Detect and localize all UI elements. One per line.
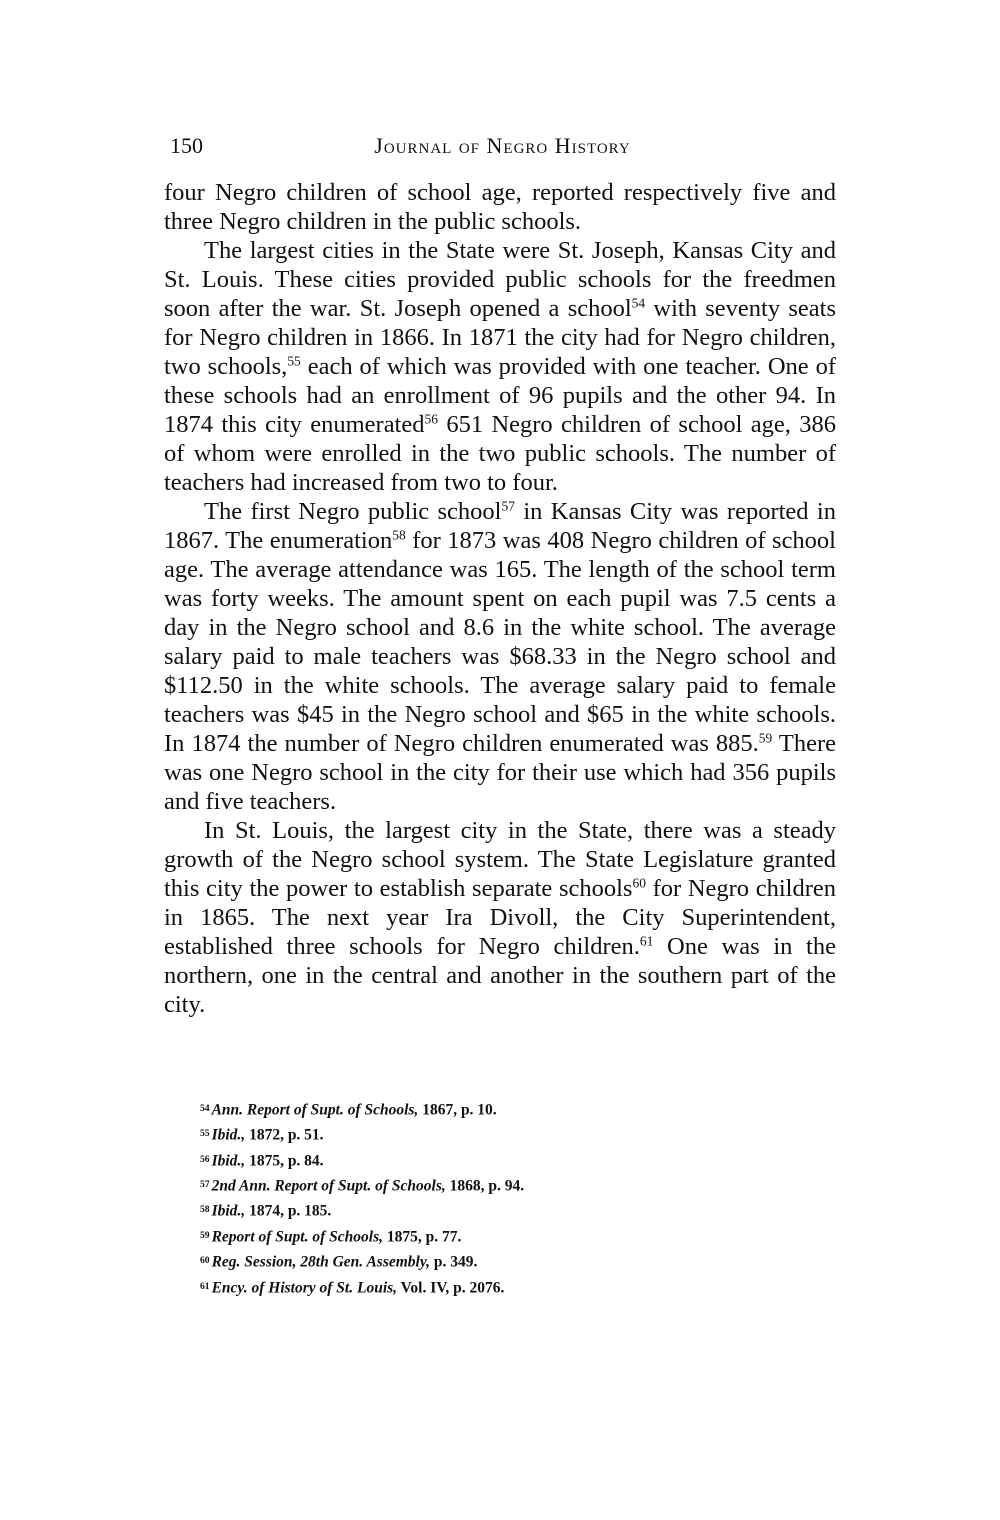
- paragraph: [164, 236, 836, 497]
- paragraph-text: for Negro children in 1865. The next year Ira Divoll, the City Superintendent, established three schools for Negro children.: [164, 875, 836, 960]
- footnote-source: Ibid.,: [211, 1126, 246, 1144]
- paragraph-text: in Kansas City was reported in 1867. The enumeration: [164, 498, 836, 554]
- footnote-source: Ibid.,: [211, 1152, 246, 1170]
- paragraph-text: In St. Louis, the largest city in the State, there was a steady growth of the Negro school system. The State Legislature granted this city the power to establish separate schools: [164, 817, 836, 902]
- paragraph-text: The first Negro public school: [204, 498, 502, 525]
- footnote-source: Ency. of History of St. Louis,: [211, 1278, 398, 1296]
- paragraph-text: four Negro children of school age, reported respectively five and three Negro children in the public schools.: [164, 179, 836, 235]
- paragraph-text: There was one Negro school in the city for their use which had 356 pupils and five teachers.: [164, 730, 836, 815]
- footnote: [200, 1275, 840, 1300]
- footnote: [200, 1198, 840, 1223]
- footnote-number: 60: [200, 1255, 210, 1267]
- footnote: [200, 1122, 840, 1147]
- footnote-source: Reg. Session, 28th Gen. Assembly,: [211, 1253, 431, 1271]
- footnote-source: Report of Supt. of Schools,: [211, 1228, 383, 1246]
- footnote-source: Ann. Report of Supt. of Schools,: [211, 1101, 419, 1119]
- footnote-number: 58: [200, 1204, 210, 1216]
- paragraph: [164, 178, 836, 236]
- footnote-number: 59: [200, 1229, 210, 1241]
- running-title: Journal of Negro History: [374, 133, 631, 158]
- footnote-detail: p. 349.: [430, 1253, 478, 1271]
- footnote: [200, 1097, 840, 1122]
- footnote-number: 56: [200, 1153, 210, 1165]
- paragraph-text: 651 Negro children of school age, 386 of whom were enrolled in the two public schools. The number of teachers had increased from two to four.: [164, 411, 837, 496]
- footnote: [200, 1249, 840, 1274]
- page-number: 150: [170, 133, 203, 158]
- footnote-reference: 54: [631, 295, 646, 311]
- footnote-reference: 56: [424, 411, 438, 427]
- footnote-number: 54: [200, 1103, 210, 1114]
- footnote-source: Ibid.,: [211, 1202, 246, 1220]
- footnote-reference: 60: [632, 875, 646, 891]
- paragraph: [164, 497, 836, 816]
- footnote-number: 61: [200, 1280, 210, 1292]
- footnote-detail: 1872, p. 51.: [245, 1126, 324, 1144]
- footnote-source: 2nd Ann. Report of Supt. of Schools,: [211, 1177, 446, 1195]
- footnote-reference: 61: [639, 933, 654, 949]
- paragraph-text: The largest cities in the State were St. Joseph, Kansas City and St. Louis. These cities provided public schools for the freedmen soon after the war. St. Joseph opened a school: [164, 237, 836, 322]
- page-header: [170, 131, 835, 161]
- paragraph-text: each of which was provided with one teacher. One of these schools had an enrollment of 96 pupils and the other 94. In 1874 this city enumerated: [164, 353, 837, 438]
- footnote-number: 55: [200, 1128, 210, 1140]
- footnote: [200, 1224, 840, 1249]
- footnote: [200, 1173, 840, 1198]
- footnote-reference: 55: [287, 353, 301, 369]
- footnotes: [200, 1097, 840, 1300]
- body-text: [164, 178, 836, 1019]
- footnote-detail: 1867, p. 10.: [418, 1101, 497, 1119]
- footnote-number: 57: [200, 1179, 210, 1191]
- footnote-detail: 1875, p. 84.: [245, 1152, 324, 1170]
- footnote-detail: 1868, p. 94.: [445, 1177, 525, 1195]
- footnote-reference: 57: [501, 498, 515, 514]
- footnote-detail: 1875, p. 77.: [382, 1228, 462, 1246]
- paragraph-text: with seventy seats for Negro children in 1866. In 1871 the city had for Negro children, two schools,: [164, 295, 836, 380]
- footnote-detail: Vol. IV, p. 2076.: [397, 1278, 505, 1296]
- footnote-reference: 59: [758, 730, 773, 746]
- paragraph-text: for 1873 was 408 Negro children of school age. The average attendance was 165. The length of the school term was forty weeks. The amount spent on each pupil was 7.5 cents a day in the Negro school and 8.6 in the white school. The average salary paid to male teachers was $68.33 in the Negro school and $112.50 in the white schools. The average salary paid to female teachers was $45 in the Negro school and $65 in the white schools. In 1874 the number of Negro children enumerated was 885.: [164, 527, 836, 757]
- footnote-detail: 1874, p. 185.: [245, 1202, 332, 1220]
- paragraph: [164, 816, 836, 1019]
- footnote-reference: 58: [392, 527, 406, 543]
- paragraph-text: One was in the northern, one in the central and another in the southern part of the city.: [164, 933, 836, 1018]
- footnote: [200, 1148, 840, 1173]
